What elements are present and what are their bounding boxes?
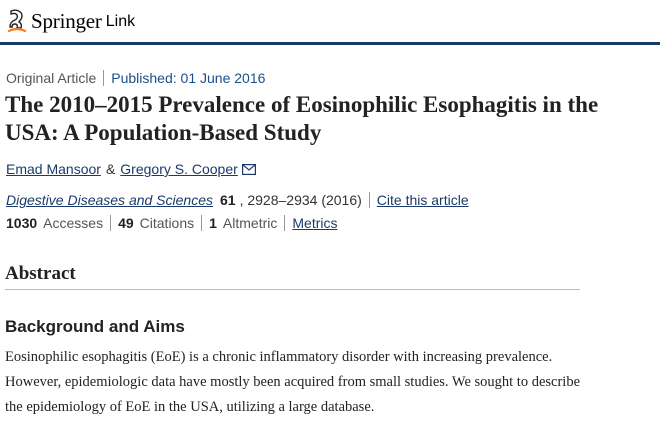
citations-count: 49: [118, 215, 134, 231]
section-heading: Background and Aims: [5, 317, 185, 336]
published-date: Published: 01 June 2016: [111, 70, 266, 86]
email-icon[interactable]: [242, 164, 256, 175]
header-divider: [0, 42, 660, 45]
journal-link[interactable]: Digestive Diseases and Sciences: [6, 192, 213, 208]
author-list: [6, 161, 256, 177]
divider: [369, 192, 370, 208]
citation-info: [6, 192, 469, 208]
article-type: Original Article: [6, 70, 97, 86]
metrics-link[interactable]: Metrics: [292, 215, 338, 231]
author-link-cooper[interactable]: Gregory S. Cooper: [120, 161, 238, 177]
abstract-divider: [5, 289, 580, 290]
volume-number: 61: [220, 192, 236, 208]
article-title: The 2010–2015 Prevalence of Eosinophilic Esophagitis in the USA: A Population-Based Study: [5, 92, 599, 145]
accesses-count: 1030: [6, 215, 38, 231]
author-link-mansoor[interactable]: Emad Mansoor: [6, 161, 101, 177]
altmetric-label: Altmetric: [222, 215, 278, 231]
article-metrics: [6, 215, 338, 231]
accesses-label: Accesses: [43, 215, 104, 231]
divider: [110, 215, 111, 231]
altmetric-count: 1: [209, 215, 217, 231]
divider: [201, 215, 202, 231]
springer-horse-icon: [7, 8, 27, 34]
springer-link-logo[interactable]: [7, 6, 135, 35]
divider: [284, 215, 285, 231]
article-meta: [6, 70, 265, 86]
brand-name: Springer: [31, 8, 102, 33]
abstract-paragraph: Eosinophilic esophagitis (EoE) is a chronic inflammatory disorder with increasing prevalence. However, epidemiologic data have mostly been acquired from small studies. We sought to describe the epidemiology of EoE in the USA, utilizing a large database.: [5, 349, 581, 415]
abstract-heading: Abstract: [5, 263, 76, 284]
citations-label: Citations: [139, 215, 195, 231]
divider: [103, 70, 104, 86]
cite-this-article-link[interactable]: Cite this article: [376, 192, 469, 208]
author-joiner: &: [105, 161, 116, 177]
brand-suffix: Link: [105, 13, 136, 30]
site-header: [0, 0, 660, 44]
page-range: , 2928–2934 (2016): [239, 192, 362, 208]
